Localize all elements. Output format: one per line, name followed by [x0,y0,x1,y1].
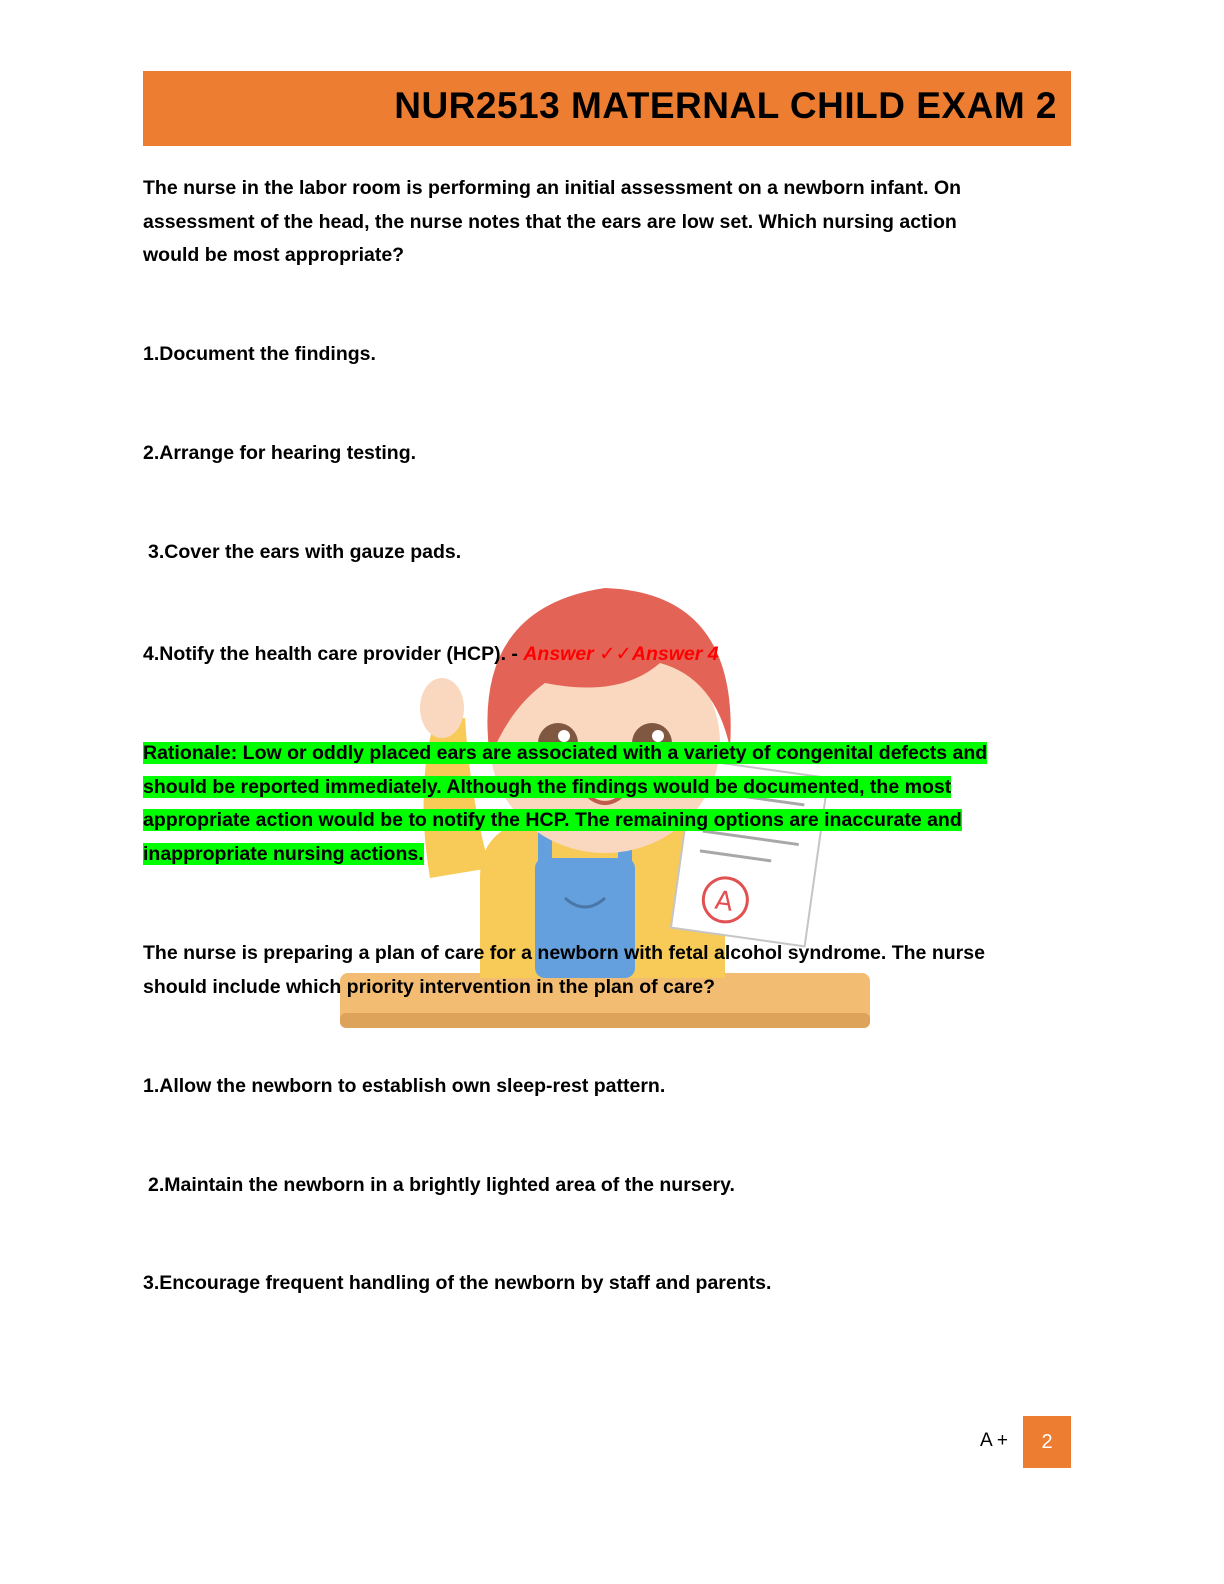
question-2-option-2: 2.Maintain the newborn in a brightly lighted area of the nursery. [148,1174,735,1196]
header-banner [143,71,1071,146]
hand-shape [420,678,464,738]
rationale-block [143,737,1043,871]
answer-key: Answer ✓✓Answer 4 [523,643,719,665]
question-1-option-4-text: 4.Notify the health care provider (HCP). - [143,643,524,665]
question-1-stem-line: The nurse in the labor room is performing an initial assessment on a newborn infant. On [143,177,962,199]
question-2-stem-line: should include which priority intervention in the plan of care? [143,975,716,998]
footer-label: A + [980,1430,1008,1451]
question-2-option-1: 1.Allow the newborn to establish own sleep-rest pattern. [143,1075,666,1097]
question-2-stem-line: The nurse is preparing a plan of care for a newborn with fetal alcohol syndrome. The nurse [143,942,985,964]
document-title: NUR2513 MATERNAL CHILD EXAM 2 [394,85,1057,126]
question-1-option-4 [143,638,1043,672]
rationale-line: should be reported immediately. Although the findings would be documented, the most [143,775,952,798]
page-number: 2 [1023,1416,1071,1468]
question-1-option-2: 2.Arrange for hearing testing. [143,442,417,464]
question-1-stem-line: assessment of the head, the nurse notes that the ears are low set. Which nursing action [143,210,957,233]
question-1-stem-line: would be most appropriate? [143,244,405,266]
rationale-line: Rationale: Low or oddly placed ears are associated with a variety of congenital defects and [143,742,988,764]
rationale-line: appropriate action would be to notify the HCP. The remaining options are inaccurate and [143,809,962,831]
question-1-option-1: 1.Document the findings. [143,343,376,365]
grade-mark: A [713,885,735,918]
rationale-line: inappropriate nursing actions. [143,842,424,865]
question-2-stem [143,937,1043,1004]
question-1-stem [143,172,1043,273]
question-2-option-3: 3.Encourage frequent handling of the newborn by staff and parents. [143,1272,772,1294]
question-1-option-3: 3.Cover the ears with gauze pads. [148,541,462,563]
